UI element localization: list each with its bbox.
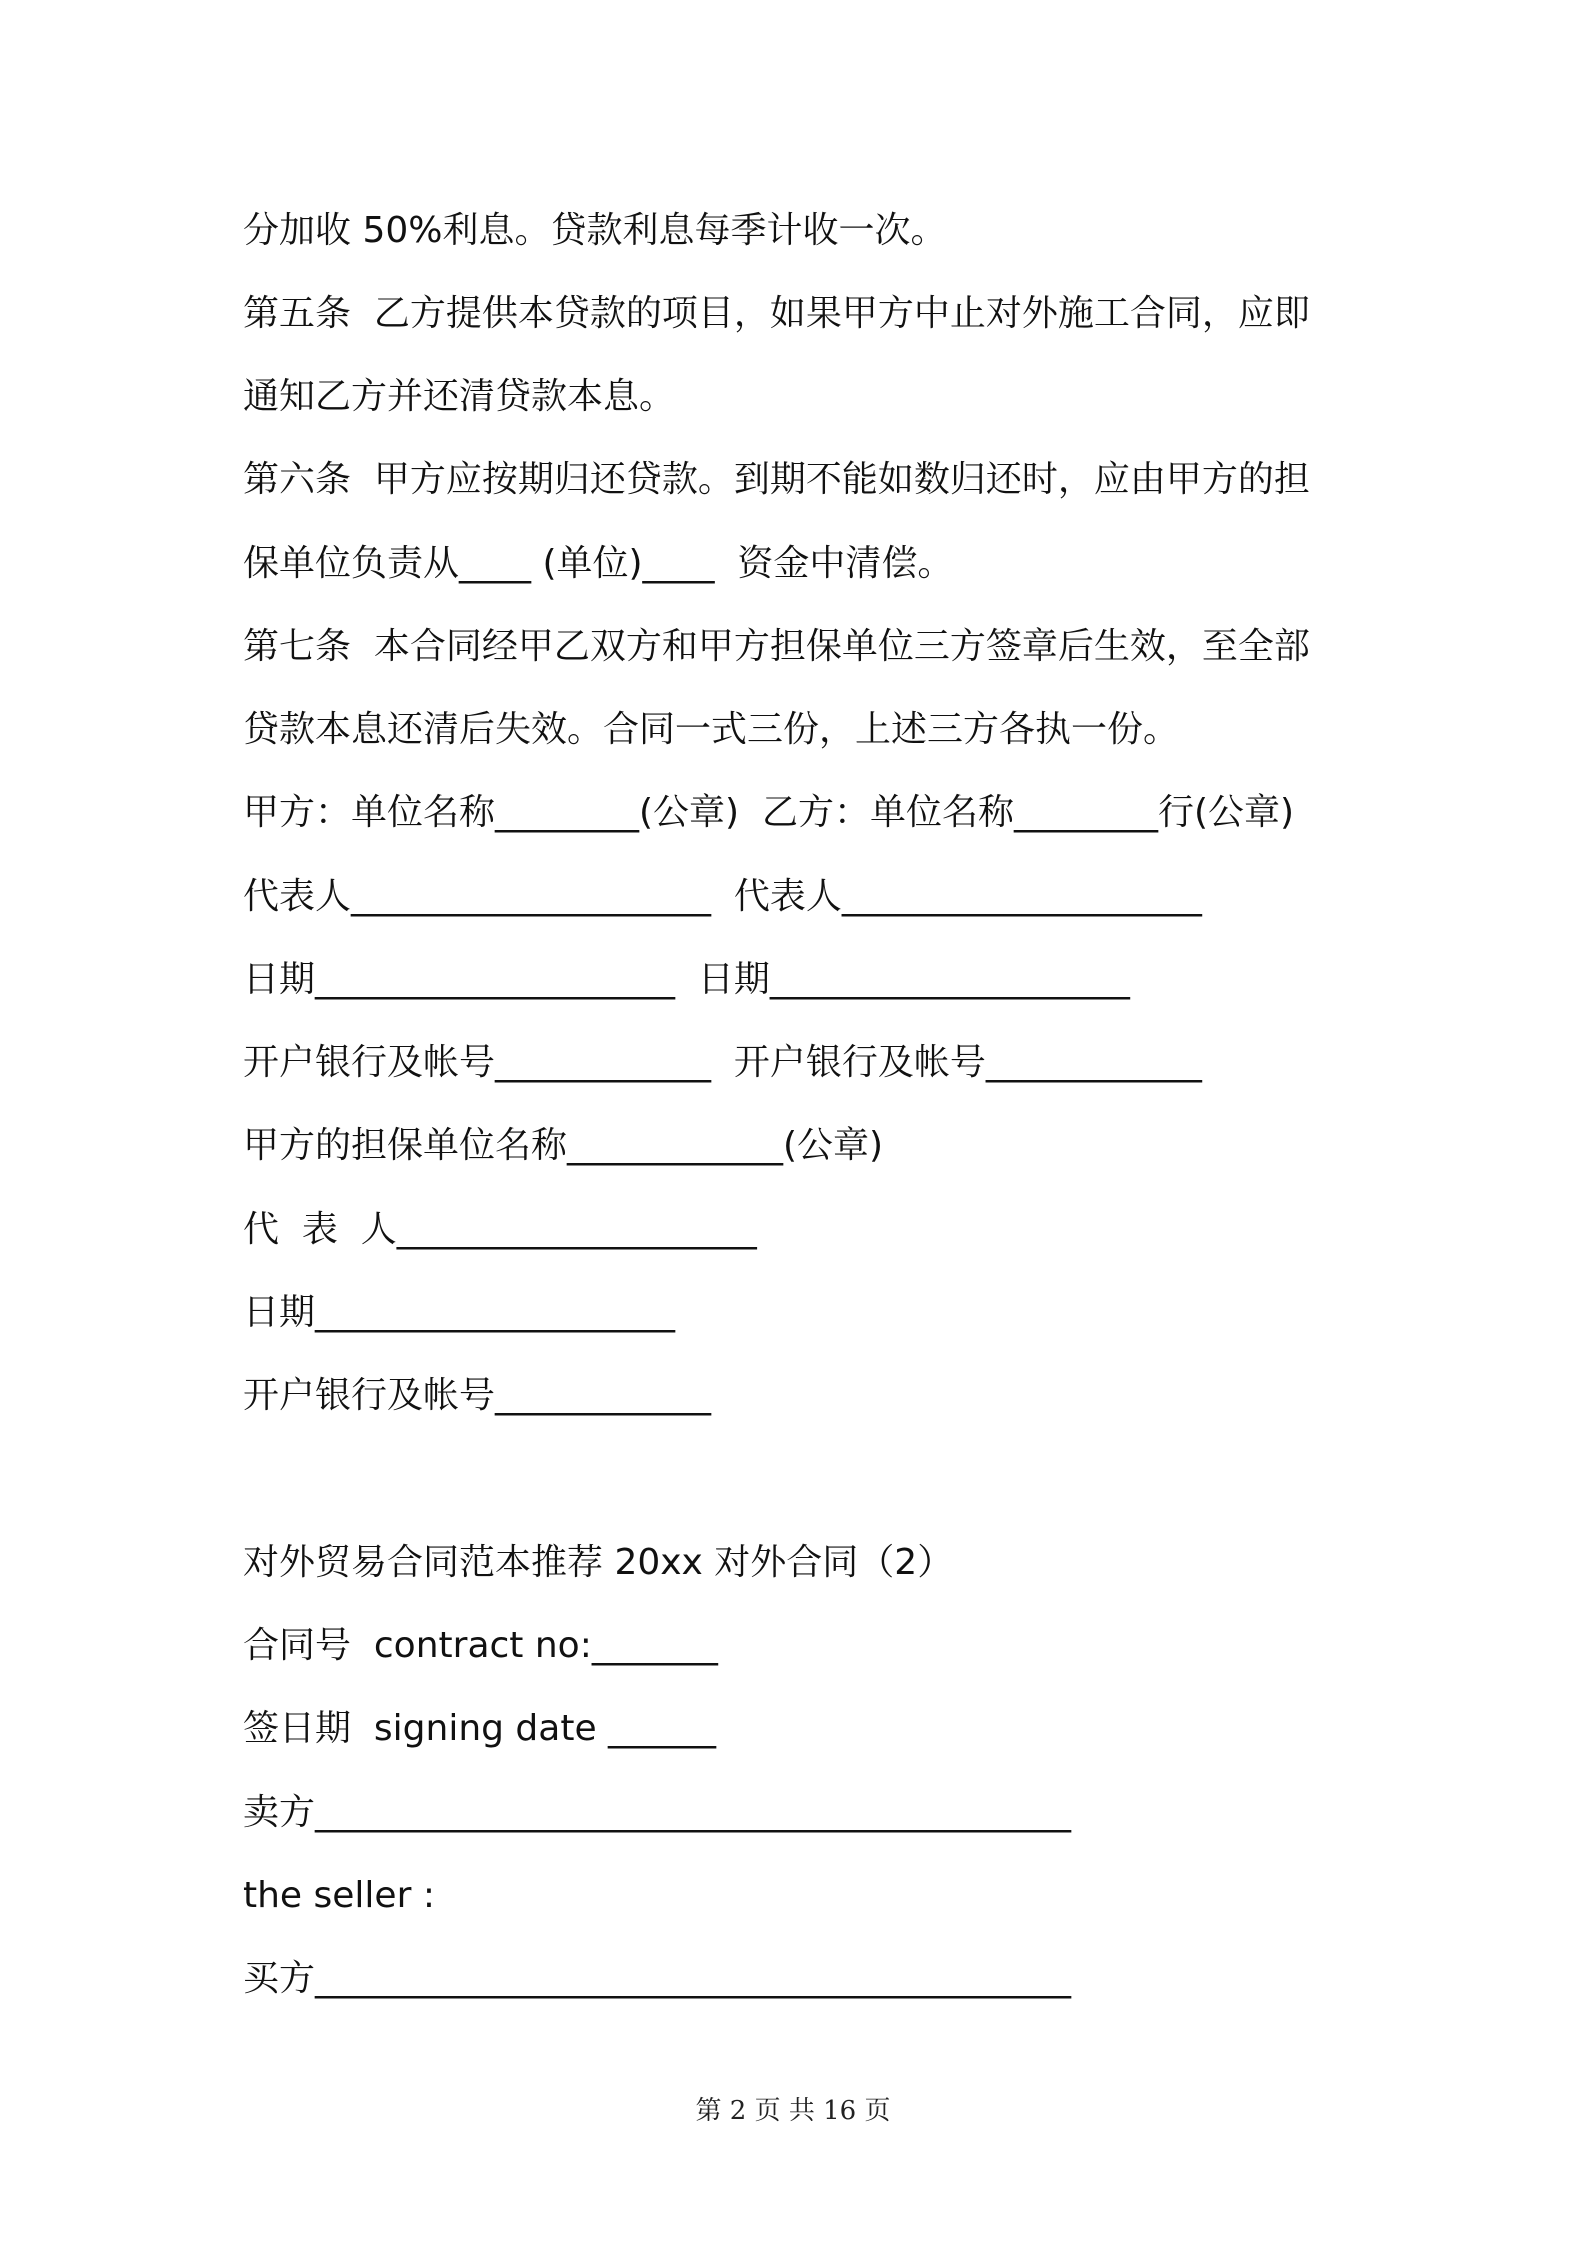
clause-7-line-1: 第七条 本合同经甲乙双方和甲方担保单位三方签章后生效，至全部 (243, 626, 1310, 667)
clause-4-continuation: 分加收 50%利息。贷款利息每季计收一次。 (243, 210, 947, 251)
seller-english-label: the seller : (243, 1875, 435, 1916)
signature-dates: 日期____________________ 日期____________________ (243, 959, 1130, 1000)
guarantor-bank-account: 开户银行及帐号____________ (243, 1375, 712, 1416)
buyer-line: 买方__________________________________________ (243, 1958, 1071, 1999)
seller-line: 卖方__________________________________________ (243, 1792, 1071, 1833)
clause-5-line-1: 第五条 乙方提供本贷款的项目，如果甲方中止对外施工合同，应即 (243, 293, 1310, 334)
clause-6-line-1: 第六条 甲方应按期归还贷款。到期不能如数归还时，应由甲方的担 (243, 459, 1310, 500)
guarantor-representative: 代 表 人____________________ (243, 1209, 757, 1250)
signature-party-names: 甲方：单位名称________(公章) 乙方：单位名称________行(公章) (243, 792, 1295, 833)
page-number-footer: 第 2 页 共 16 页 (695, 2096, 891, 2126)
clause-5-line-2: 通知乙方并还清贷款本息。 (243, 376, 676, 417)
contract-number: 合同号 contract no:_______ (243, 1625, 718, 1666)
signing-date: 签日期 signing date ______ (243, 1708, 717, 1749)
clause-7-line-2: 贷款本息还清后失效。合同一式三份，上述三方各执一份。 (243, 709, 1180, 750)
signature-representatives: 代表人____________________ 代表人____________________ (243, 876, 1202, 917)
clause-6-line-2: 保单位负责从____ (单位)____ 资金中清偿。 (243, 543, 954, 584)
signature-bank-accounts: 开户银行及帐号____________ 开户银行及帐号____________ (243, 1042, 1202, 1083)
guarantor-name: 甲方的担保单位名称____________(公章) (243, 1125, 884, 1166)
section-heading: 对外贸易合同范本推荐 20xx 对外合同（2） (243, 1542, 954, 1583)
guarantor-date: 日期____________________ (243, 1292, 676, 1333)
